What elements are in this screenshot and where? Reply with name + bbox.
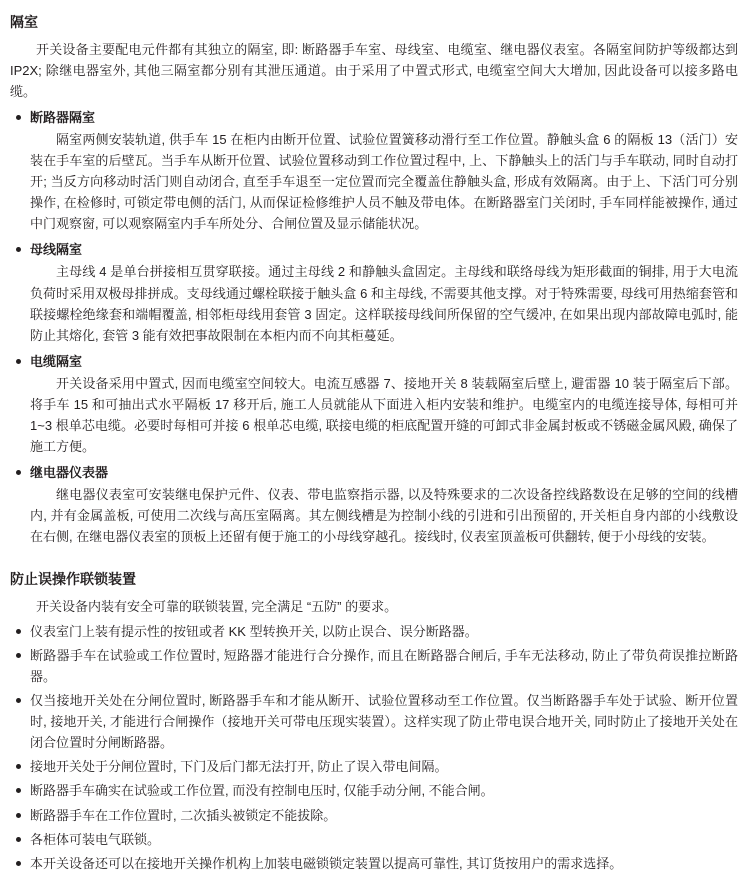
list-item-text: 本开关设备还可以在接地开关操作机构上加装电磁锁锁定装置以提高可靠性, 其订货按用户的需求选择。 bbox=[30, 855, 623, 871]
bullet-heading-label: 母线隔室 bbox=[30, 242, 83, 258]
bullet-paragraph: 主母线 4 是单台拼接相互贯穿联接。通过主母线 2 和静触头盒固定。主母线和联络母线为矩形截面的铜排, 用于大电流负荷时采用双极母排拼成。支母线通过螺栓联接于触头盒 6 和主母线, 不需要其他支撑。对于特殊需要, 母线可用热缩套管和联接螺栓绝缘套和端帽覆盖, 相邻柜母线用套管 3 固定。这样联接母线间所保留的空气缓冲, 在如果出现内部故障电弧时, 能防止其熔化, 套管 3 能有效把事故限制在本柜内而不向其柜蔓延。 bbox=[30, 264, 738, 343]
list-item-text: 断路器手车在试验或工作位置时, 短路器才能进行合分操作, 而且在断路器合闸后, 手车无法移动, 防止了带负荷误推拉断路器。 bbox=[30, 648, 738, 685]
list-item-text: 各柜体可装电气联锁。 bbox=[30, 831, 161, 847]
bullet-dot-icon bbox=[16, 837, 21, 842]
bullet-heading-label: 继电器仪表器 bbox=[30, 464, 109, 480]
bullet-heading bbox=[10, 462, 738, 483]
bullet-dot-icon bbox=[16, 115, 21, 120]
bullet-group-busbar-compartment bbox=[10, 239, 738, 345]
section-intro-paragraph: 开关设备内装有安全可靠的联锁装置, 完全满足 “五防” 的要求。 bbox=[36, 599, 398, 615]
section-spacer bbox=[10, 549, 738, 563]
bullet-body bbox=[10, 129, 738, 234]
bullet-paragraph: 隔室两侧安装轨道, 供手车 15 在柜内由断开位置、试验位置簧移动滑行至工作位置。静触头盒 6 的隔板 13（活门）安装在手车室的后壁瓦。当手车从断开位置、试验位置移动到工作位置过程中, 上、下静触头上的活门与手车联动, 同时自动打开; 当反方向移动时活门则自动闭合, 直至手车退至一定位置而完全覆盖住静触头盒, 形成有效隔离。由于上、下活门可分别操作, 在检修时, 可锁定带电侧的活门, 从而保证检修维护人员不触及带电体。在断路器室门关闭时, 手车同样能被操作, 通过中门观察窗, 可以观察隔室内手车所处分、合闸位置及显示储能状况。 bbox=[30, 132, 738, 232]
list-item bbox=[10, 756, 738, 777]
bullet-group-relay-instrument-compartment bbox=[10, 462, 738, 547]
list-item bbox=[10, 780, 738, 801]
bullet-body bbox=[10, 261, 738, 345]
bullet-heading-label: 电缆隔室 bbox=[30, 353, 83, 369]
section-compartments bbox=[10, 12, 738, 547]
list-item bbox=[10, 829, 738, 850]
bullet-paragraph: 继电器仪表室可安装继电保护元件、仪表、带电监察指示器, 以及特殊要求的二次设备控线路数设在足够的空间的线槽内, 并有金属盖板, 可使用二次线与高压室隔离。其左侧线槽是为控制小线的引进和引出预留的, 开关柜自身内部的小线敷设在右侧, 在继电器仪表室的顶板上还留有便于施工的小母线穿越孔。接线时, 仪表室顶盖板可供翻转, 便于小母线的安装。 bbox=[30, 486, 738, 545]
list-item bbox=[10, 621, 738, 642]
bullet-heading bbox=[10, 239, 738, 260]
list-item bbox=[10, 853, 738, 874]
bullet-dot-icon bbox=[16, 764, 21, 769]
list-item-text: 断路器手车在工作位置时, 二次插头被锁定不能拔除。 bbox=[30, 807, 337, 823]
section-title: 隔室 bbox=[10, 14, 38, 30]
list-item-text: 仪表室门上装有提示性的按钮或者 KK 型转换开关, 以防止误合、误分断路器。 bbox=[30, 624, 478, 640]
bullet-paragraph: 开关设备采用中置式, 因而电缆室空间较大。电流互感器 7、接地开关 8 装载隔室后壁上, 避雷器 10 装于隔室后下部。将手车 15 和可抽出式水平隔板 17 移开后, 施工人员就能从下面进入柜内安装和维护。电缆室内的电缆连接导体, 每相可并 1~3 根单芯电缆。必要时每相可并接 6 根单芯电缆, 联接电缆的柜底配置开缝的可卸式非金属封板或不锈磁金属风殿, 确保了施工方便。 bbox=[30, 375, 738, 454]
bullet-dot-icon bbox=[16, 861, 21, 866]
section-intro-paragraph: 开关设备主要配电元件都有其独立的隔室, 即: 断路器手车室、母线室、电缆室、继电器仪表室。各隔室间防护等级都达到 IP2X; 除继电器室外, 其他三隔室都分别有其泄压通道。由于采用了中置式形式, 电缆室空间大大增加, 因此设备可以接多路电缆。 bbox=[10, 42, 738, 100]
bullet-heading bbox=[10, 107, 738, 128]
list-item bbox=[10, 690, 738, 753]
bullet-body bbox=[10, 484, 738, 547]
bullet-dot-icon bbox=[16, 470, 21, 475]
bullet-dot-icon bbox=[16, 629, 21, 634]
list-item-text: 仅当接地开关处在分闸位置时, 断路器手车和才能从断开、试验位置移动至工作位置。仅当断路器手车处于试验、断开位置时, 接地开关, 才能进行合闸操作（接地开关可带电压现实装置）。这样实现了防止带电误合地开关, 同时防止了接地开关处在闭合位置时分闸断路器。 bbox=[30, 693, 738, 751]
bullet-body bbox=[10, 373, 738, 457]
bullet-dot-icon bbox=[16, 247, 21, 252]
section-title: 防止误操作联锁装置 bbox=[10, 571, 136, 588]
bullet-heading-label: 断路器隔室 bbox=[30, 110, 96, 126]
list-item bbox=[10, 805, 738, 826]
bullet-group-cable-compartment bbox=[10, 351, 738, 457]
section-interlock bbox=[10, 569, 738, 874]
list-item-text: 接地开关处于分闸位置时, 下门及后门都无法打开, 防止了误入带电间隔。 bbox=[30, 759, 448, 775]
bullet-dot-icon bbox=[16, 788, 21, 793]
bullet-dot-icon bbox=[16, 653, 21, 658]
bullet-dot-icon bbox=[16, 359, 21, 364]
bullet-dot-icon bbox=[16, 698, 21, 703]
list-item bbox=[10, 645, 738, 687]
bullet-dot-icon bbox=[16, 813, 21, 818]
interlock-list bbox=[10, 621, 738, 874]
bullet-group-breaker-compartment bbox=[10, 107, 738, 234]
bullet-heading bbox=[10, 351, 738, 372]
list-item-text: 断路器手车确实在试验或工作位置, 而没有控制电压时, 仅能手动分闸, 不能合闸。 bbox=[30, 783, 494, 799]
